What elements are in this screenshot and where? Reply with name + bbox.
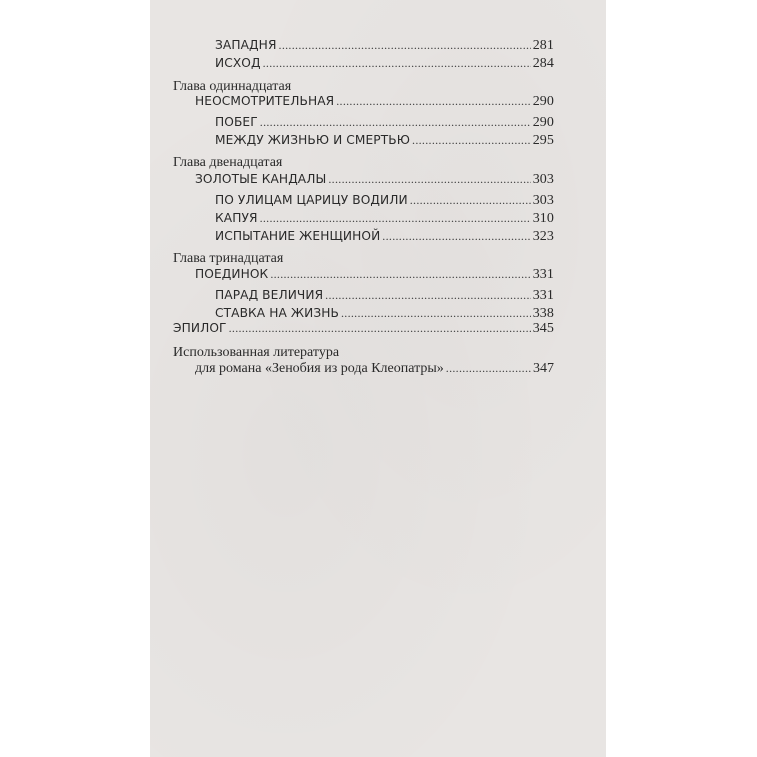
toc-part-heading bbox=[173, 155, 282, 171]
toc-entry bbox=[215, 115, 554, 131]
table-of-contents bbox=[150, 0, 606, 757]
toc-part-heading bbox=[173, 79, 291, 95]
toc-entry-title: НЕОСМОТРИТЕЛЬНАЯ bbox=[195, 94, 335, 108]
toc-entry-title: ПО УЛИЦАМ ЦАРИЦУ ВОДИЛИ bbox=[215, 193, 408, 207]
toc-entry-title: МЕЖДУ ЖИЗНЬЮ И СМЕРТЬЮ bbox=[215, 133, 411, 147]
leader-dots bbox=[336, 94, 530, 109]
toc-entry bbox=[195, 267, 554, 283]
leader-dots bbox=[260, 211, 531, 226]
leader-dots bbox=[325, 288, 531, 303]
toc-part-heading bbox=[173, 345, 339, 361]
toc-entry-title: ЗАПАДНЯ bbox=[215, 38, 277, 52]
leader-dots bbox=[279, 38, 531, 53]
leader-dots bbox=[446, 361, 531, 376]
toc-entry-page: 345 bbox=[532, 321, 554, 336]
leader-dots bbox=[341, 306, 531, 321]
toc-entry bbox=[215, 38, 554, 54]
toc-part-heading bbox=[173, 251, 283, 267]
toc-entry-title: ЗОЛОТЫЕ КАНДАЛЫ bbox=[195, 172, 327, 186]
toc-entry-page: 331 bbox=[532, 288, 554, 303]
toc-entry bbox=[215, 193, 554, 209]
toc-entry bbox=[195, 172, 554, 188]
toc-entry bbox=[215, 56, 554, 72]
toc-entry-page: 281 bbox=[532, 38, 554, 53]
toc-entry bbox=[195, 361, 554, 377]
toc-entry-page: 338 bbox=[532, 306, 554, 321]
leader-dots bbox=[382, 229, 530, 244]
toc-entry-page: 310 bbox=[532, 211, 554, 226]
toc-entry-title: СТАВКА НА ЖИЗНЬ bbox=[215, 306, 339, 320]
toc-entry bbox=[215, 306, 554, 322]
leader-dots bbox=[270, 267, 530, 282]
toc-entry-page: 303 bbox=[532, 193, 554, 208]
part-heading-text: Глава тринадцатая bbox=[173, 251, 284, 266]
toc-entry-title: ПАРАД ВЕЛИЧИЯ bbox=[215, 288, 324, 302]
leader-dots bbox=[263, 56, 531, 71]
toc-entry-page: 290 bbox=[532, 115, 554, 130]
toc-entry-title: ПОЕДИНОК bbox=[195, 267, 269, 281]
toc-entry-page: 284 bbox=[532, 56, 554, 71]
toc-entry-title: ИСХОД bbox=[215, 56, 261, 70]
toc-entry-title: ИСПЫТАНИЕ ЖЕНЩИНОЙ bbox=[215, 229, 381, 243]
part-heading-text: Глава одиннадцатая bbox=[173, 79, 292, 94]
toc-entry-page: 331 bbox=[532, 267, 554, 282]
leader-dots bbox=[328, 172, 530, 187]
leader-dots bbox=[410, 193, 531, 208]
leader-dots bbox=[260, 115, 531, 130]
toc-entry-page: 303 bbox=[532, 172, 554, 187]
toc-entry-title: ЭПИЛОГ bbox=[173, 321, 227, 335]
leader-dots bbox=[412, 133, 531, 148]
toc-entry bbox=[215, 133, 554, 149]
toc-entry-title: ПОБЕГ bbox=[215, 115, 258, 129]
toc-entry-page: 323 bbox=[532, 229, 554, 244]
toc-entry-page: 347 bbox=[533, 361, 554, 376]
part-heading-text: Глава двенадцатая bbox=[173, 155, 283, 170]
toc-entry-page: 290 bbox=[532, 94, 554, 109]
toc-entry bbox=[215, 229, 554, 245]
toc-entry bbox=[173, 321, 554, 337]
book-page bbox=[150, 0, 606, 757]
part-heading-text: Использованная литература bbox=[173, 345, 340, 360]
leader-dots bbox=[229, 321, 531, 336]
toc-entry-page: 295 bbox=[532, 133, 554, 148]
toc-entry bbox=[195, 94, 554, 110]
toc-entry bbox=[215, 211, 554, 227]
toc-entry-title: КАПУЯ bbox=[215, 211, 258, 225]
toc-entry bbox=[215, 288, 554, 304]
toc-entry-title: для романа «Зенобия из рода Клеопатры» bbox=[195, 361, 444, 376]
